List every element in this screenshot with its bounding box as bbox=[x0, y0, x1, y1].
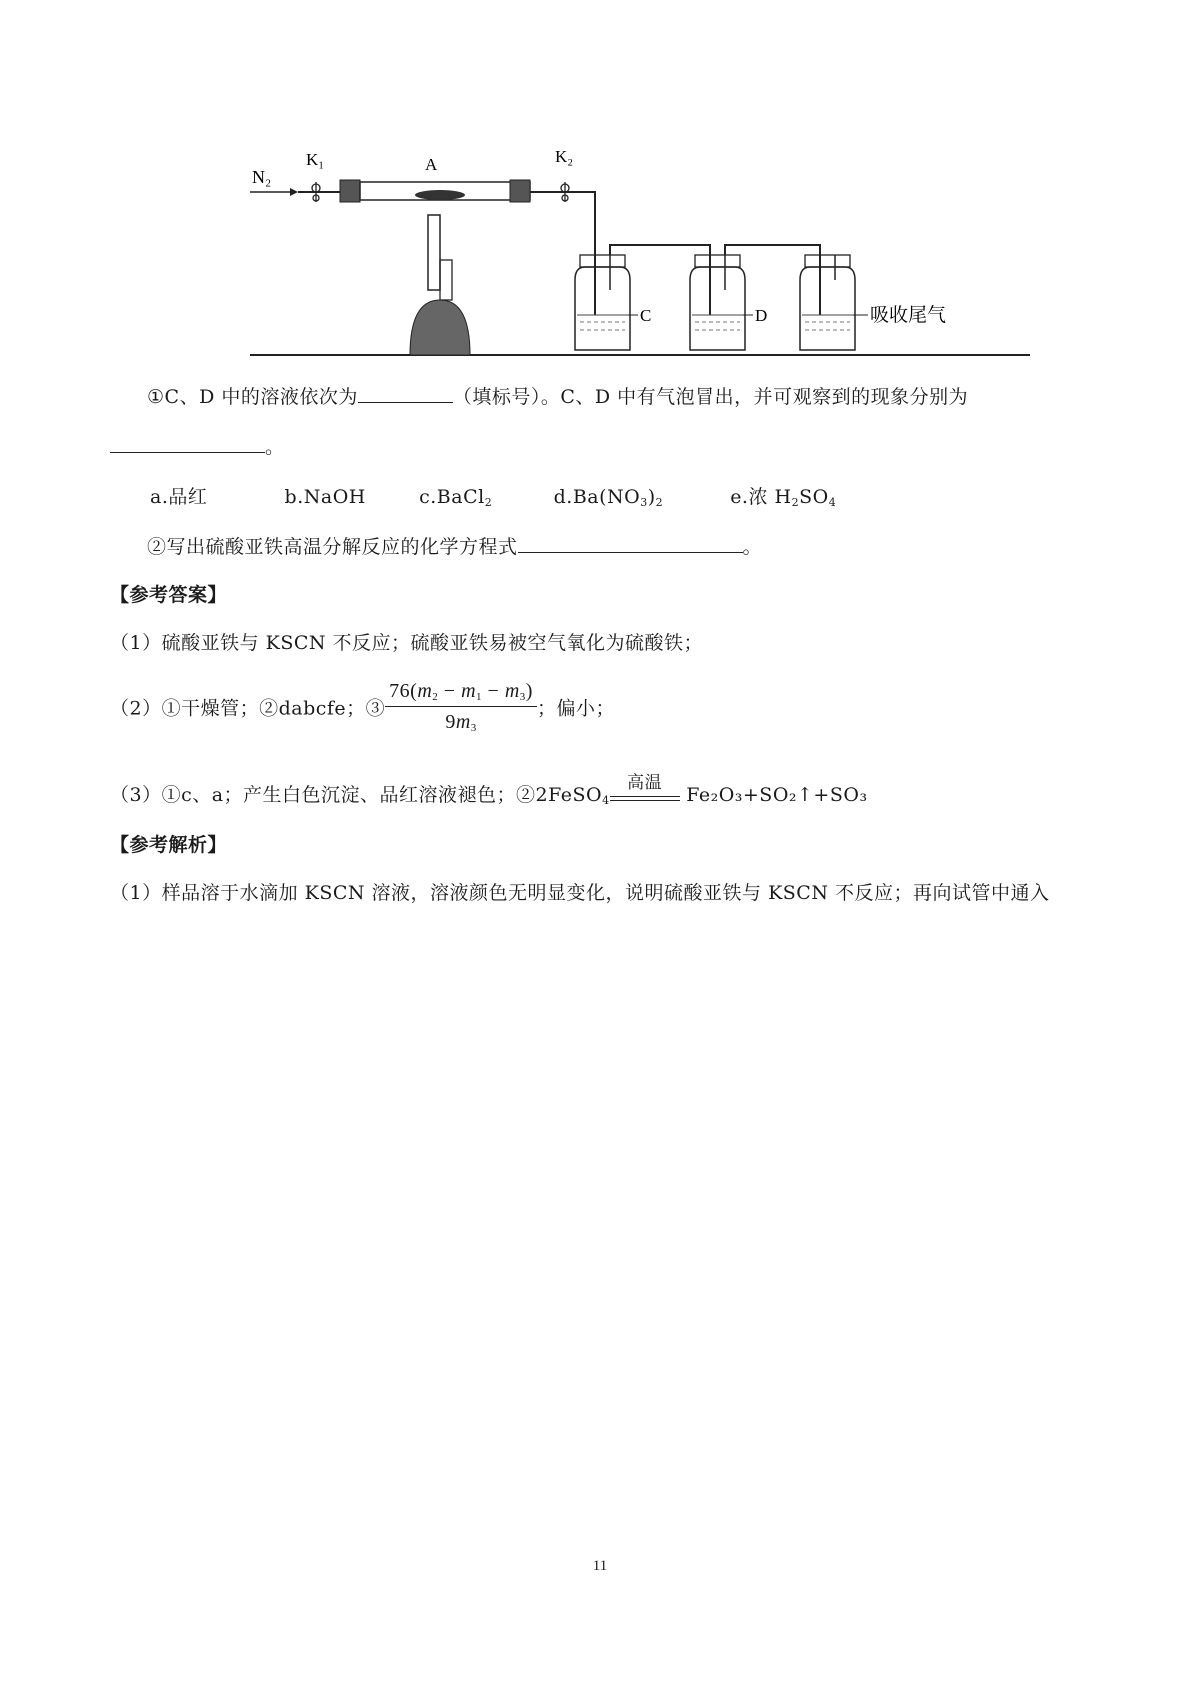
question-2-end: 。 bbox=[742, 536, 763, 558]
k1-label: K₁ bbox=[306, 150, 325, 169]
reaction-condition: 高温 bbox=[610, 788, 680, 801]
n2-label: N₂ bbox=[252, 167, 272, 187]
option-d: $d.Ba(NO_3)_2$ bbox=[553, 486, 664, 509]
bottle-d bbox=[690, 255, 745, 350]
question-2-text: ②写出硫酸亚铁高温分解反应的化学方程式 bbox=[147, 536, 518, 558]
question-1-text-a: ①C、D 中的溶液依次为 bbox=[147, 386, 358, 408]
answer-heading: 【参考答案】 bbox=[110, 584, 228, 606]
options-row bbox=[150, 482, 836, 509]
question-2 bbox=[147, 532, 762, 559]
analysis-heading: 【参考解析】 bbox=[110, 834, 228, 856]
question-1-text-b: （填标号）。C、D 中有气泡冒出，并可观察到的现象分别为 bbox=[452, 386, 969, 408]
option-a: a.品红 bbox=[150, 486, 208, 508]
answer-3-products: Fe₂O₃+SO₂↑+SO₃ bbox=[686, 784, 868, 806]
option-e: e.浓 $H_2SO_4$ bbox=[730, 486, 837, 509]
answer-2-fraction: $\frac{76(m_2 - m_1 - m_3)}{9m_3}$ bbox=[385, 680, 537, 734]
option-b: b.NaOH bbox=[284, 486, 366, 508]
answer-blank-2[interactable] bbox=[110, 434, 265, 453]
c-label: C bbox=[640, 306, 652, 325]
question-1-end: 。 bbox=[265, 436, 285, 458]
k2-label: K₂ bbox=[555, 150, 574, 166]
question-1-line-1 bbox=[147, 382, 968, 409]
analysis-paragraph-1: （1）样品溶于水滴加 KSCN 溶液，溶液颜色无明显变化，说明硫酸亚铁与 KSCN 不反应；再向试管中通入 bbox=[110, 882, 1050, 904]
tail-label: 吸收尾气 bbox=[870, 305, 947, 326]
answer-blank-3[interactable] bbox=[518, 534, 743, 553]
answer-2 bbox=[110, 680, 615, 734]
bottle-c bbox=[575, 255, 630, 350]
question-1-line-2 bbox=[110, 432, 285, 459]
page-number: 11 bbox=[592, 1558, 608, 1574]
a-label: A bbox=[425, 155, 438, 174]
bottle-tail bbox=[800, 255, 855, 350]
answer-2-suffix: ；偏小； bbox=[536, 697, 615, 720]
answer-1: （1）硫酸亚铁与 KSCN 不反应；硫酸亚铁易被空气氧化为硫酸铁； bbox=[110, 632, 704, 654]
answer-2-prefix: （2）①干燥管；②dabcfe；③ bbox=[110, 697, 386, 720]
d-label: D bbox=[755, 306, 768, 325]
answer-blank-1[interactable] bbox=[358, 384, 453, 403]
option-c: c.BaCl$_2$ bbox=[419, 486, 493, 509]
answer-3: （3）①c、a；产生白色沉淀、品红溶液褪色；②2FeSO$_4$ 高温 Fe₂O₃+SO₂↑+SO₃ bbox=[110, 773, 868, 807]
answer-3-prefix: （3）①c、a；产生白色沉淀、品红溶液褪色；②2FeSO bbox=[110, 784, 603, 806]
apparatus-diagram bbox=[240, 150, 1040, 365]
